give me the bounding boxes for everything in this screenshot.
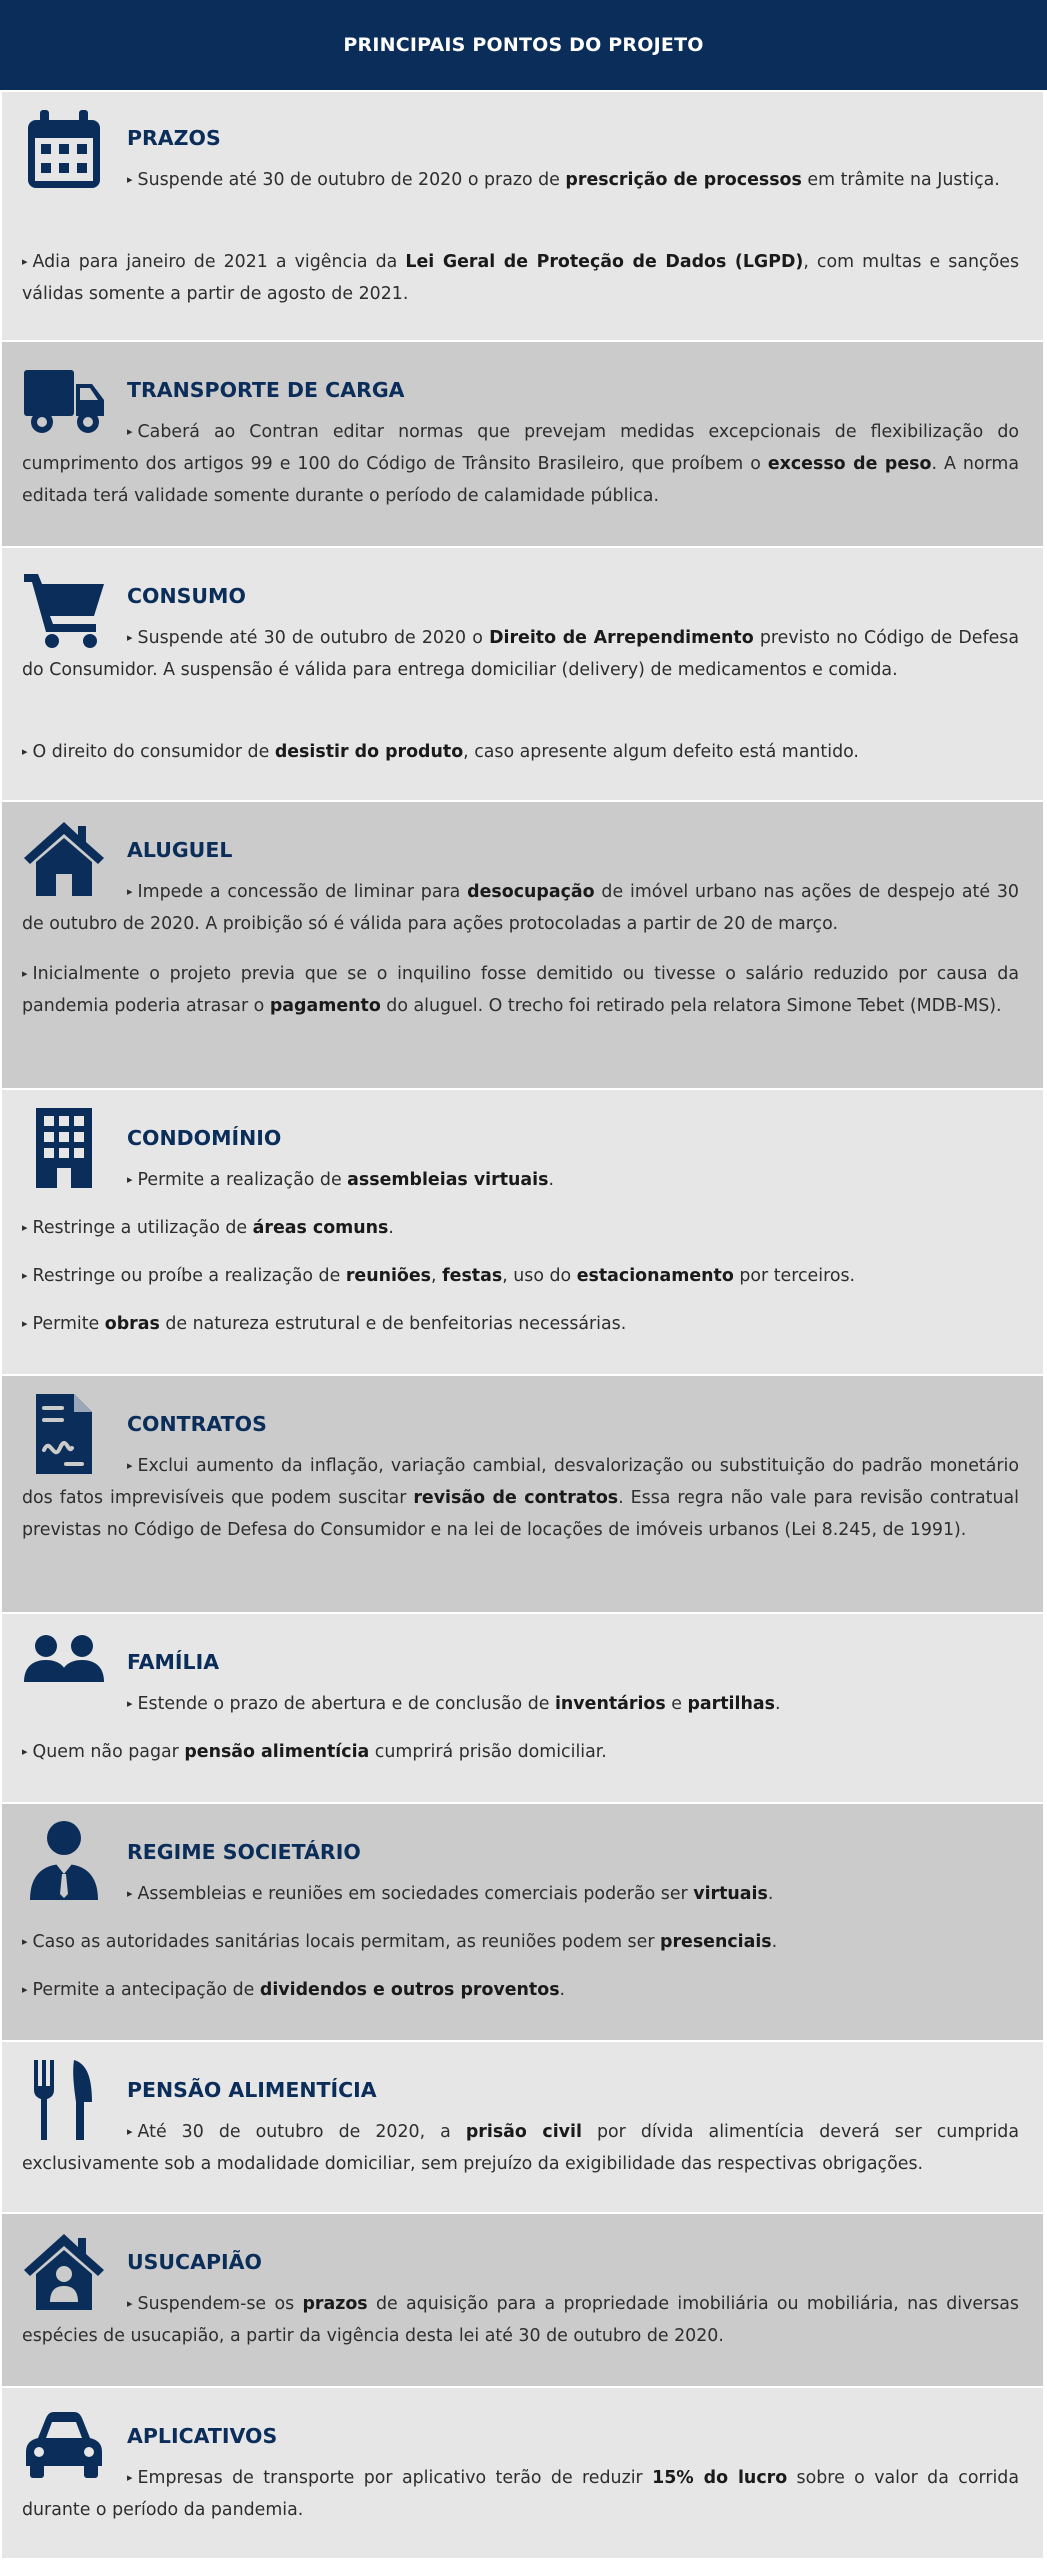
highlighted-term: dividendos e outros proventos [259, 1980, 560, 2000]
section-paragraph: ▸ Empresas de transporte por aplicativo terão de reduzir 15% do lucro sobre o valor da corrida durante o período da pandemia. [22, 2468, 1020, 2520]
section-paragraph: ▸ Estende o prazo de abertura e de conclusão de inventários e partilhas. [127, 1694, 781, 1714]
section-title: ALUGUEL [127, 838, 233, 862]
section-paragraph: ▸ Adia para janeiro de 2021 a vigência da Lei Geral de Proteção de Dados (LGPD), com multas e sanções válidas somente a partir de agosto de 2021. [22, 252, 1020, 304]
bullet-arrow-icon: ▸ [127, 885, 133, 898]
section-paragraph: ▸ O direito do consumidor de desistir do produto, caso apresente algum defeito está mantido. [22, 742, 859, 762]
section-condominio [2, 1090, 1043, 1374]
highlighted-term: desistir do produto [274, 742, 464, 762]
highlighted-term: assembleias virtuais [347, 1170, 549, 1190]
highlighted-term: prescrição de processos [565, 170, 802, 190]
section-paragraph: ▸ Assembleias e reuniões em sociedades comerciais poderão ser virtuais. [127, 1884, 774, 1904]
bullet-arrow-icon: ▸ [127, 1173, 133, 1186]
highlighted-term: reuniões [345, 1266, 432, 1286]
section-title: USUCAPIÃO [127, 2250, 262, 2274]
section-title: APLICATIVOS [127, 2424, 278, 2448]
highlighted-term: inventários [554, 1694, 666, 1714]
section-title: TRANSPORTE DE CARGA [127, 378, 405, 402]
bullet-arrow-icon: ▸ [22, 1935, 28, 1948]
section-familia [2, 1614, 1043, 1802]
section-paragraph: ▸ Até 30 de outubro de 2020, a prisão civil por dívida alimentícia deverá ser cumprida exclusivamente sob a modalidade domiciliar, sem prejuízo da exigibilidade das respectivas obrigações. [22, 2122, 1019, 2174]
section-title: PRAZOS [127, 126, 221, 150]
highlighted-term: pensão alimentícia [184, 1742, 370, 1762]
section-prazos [2, 92, 1043, 340]
highlighted-term: prisão civil [465, 2122, 582, 2142]
highlighted-term: Direito de Arrependimento [489, 628, 754, 648]
section-aplicativos [2, 2388, 1043, 2558]
bullet-arrow-icon: ▸ [22, 255, 28, 268]
bullet-arrow-icon: ▸ [127, 425, 133, 438]
section-usucapiao [2, 2214, 1043, 2386]
section-transporte [2, 342, 1043, 546]
highlighted-term: Lei Geral de Proteção de Dados (LGPD) [405, 252, 804, 272]
section-paragraph: ▸ Quem não pagar pensão alimentícia cumprirá prisão domiciliar. [22, 1742, 607, 1762]
highlighted-term: revisão de contratos [413, 1488, 619, 1508]
bullet-arrow-icon: ▸ [22, 1269, 28, 1282]
highlighted-term: partilhas [687, 1694, 775, 1714]
bullet-arrow-icon: ▸ [127, 1697, 133, 1710]
section-title: FAMÍLIA [127, 1650, 220, 1674]
bullet-arrow-icon: ▸ [22, 1317, 28, 1330]
bullet-arrow-icon: ▸ [127, 2297, 133, 2310]
highlighted-term: pagamento [269, 996, 381, 1016]
highlighted-term: virtuais [693, 1884, 768, 1904]
bullet-arrow-icon: ▸ [127, 1459, 133, 1472]
bullet-arrow-icon: ▸ [127, 631, 133, 644]
section-paragraph: ▸ Permite obras de natureza estrutural e de benfeitorias necessárias. [22, 1314, 627, 1334]
bullet-arrow-icon: ▸ [22, 1983, 28, 1996]
section-paragraph: ▸ Suspende até 30 de outubro de 2020 o prazo de prescrição de processos em trâmite na Justiça. [127, 170, 1000, 190]
bullet-arrow-icon: ▸ [22, 1745, 28, 1758]
section-paragraph: ▸ Suspendem-se os prazos de aquisição para a propriedade imobiliária ou mobiliária, nas diversas espécies de usucapião, a partir da vigência desta lei até 30 de outubro de 2020. [22, 2294, 1019, 2346]
bullet-arrow-icon: ▸ [127, 2471, 133, 2484]
highlighted-term: desocupação [467, 882, 595, 902]
section-paragraph: ▸ Suspende até 30 de outubro de 2020 o Direito de Arrependimento previsto no Código de Defesa do Consumidor. A suspensão é válida para entrega domiciliar (delivery) de medicamentos e comida. [22, 628, 1019, 680]
bullet-arrow-icon: ▸ [127, 2125, 133, 2138]
section-title: CONDOMÍNIO [127, 1126, 282, 1150]
bullet-arrow-icon: ▸ [22, 1221, 28, 1234]
section-paragraph: ▸ Restringe a utilização de áreas comuns. [22, 1218, 394, 1238]
bullet-arrow-icon: ▸ [22, 745, 28, 758]
section-aluguel [2, 802, 1043, 1088]
section-title: CONSUMO [127, 584, 246, 608]
section-contratos [2, 1376, 1043, 1612]
section-paragraph: ▸ Permite a realização de assembleias virtuais. [127, 1170, 554, 1190]
bullet-arrow-icon: ▸ [22, 967, 28, 980]
highlighted-term: 15% do lucro [652, 2468, 788, 2488]
section-paragraph: ▸ Caso as autoridades sanitárias locais permitam, as reuniões podem ser presenciais. [22, 1932, 778, 1952]
highlighted-term: áreas comuns [252, 1218, 389, 1238]
highlighted-term: estacionamento [576, 1266, 734, 1286]
bullet-arrow-icon: ▸ [127, 173, 133, 186]
bullet-arrow-icon: ▸ [127, 1887, 133, 1900]
header-title: PRINCIPAIS PONTOS DO PROJETO [343, 34, 704, 56]
section-paragraph: ▸ Impede a concessão de liminar para desocupação de imóvel urbano nas ações de despejo até 30 de outubro de 2020. A proibição só é válida para ações protocoladas a partir de 20 de março. [22, 882, 1019, 934]
section-paragraph: ▸ Inicialmente o projeto previa que se o inquilino fosse demitido ou tivesse o salário reduzido por causa da pandemia poderia atrasar o pagamento do aluguel. O trecho foi retirado pela relatora Simone Tebet (MDB-MS). [22, 964, 1019, 1016]
highlighted-term: presenciais [660, 1932, 772, 1952]
section-title: CONTRATOS [127, 1412, 267, 1436]
section-paragraph: ▸ Caberá ao Contran editar normas que prevejam medidas excepcionais de flexibilização do cumprimento dos artigos 99 e 100 do Código de Trânsito Brasileiro, que proíbem o excesso de peso. A norma editada terá validade somente durante o período de calamidade pública. [22, 422, 1019, 506]
section-paragraph: ▸ Exclui aumento da inflação, variação cambial, desvalorização ou substituição do padrão monetário dos fatos imprevisíveis que podem suscitar revisão de contratos. Essa regra não vale para revisão contratual previstas no Código de Defesa do Consumidor e na lei de locações de imóveis urbanos (Lei 8.245, de 1991). [22, 1456, 1019, 1540]
section-consumo [2, 548, 1043, 800]
section-regime [2, 1804, 1043, 2040]
section-title: REGIME SOCIETÁRIO [127, 1840, 361, 1864]
section-paragraph: ▸ Permite a antecipação de dividendos e outros proventos. [22, 1980, 566, 2000]
highlighted-term: prazos [302, 2294, 368, 2314]
highlighted-term: excesso de peso [767, 454, 932, 474]
page-header [0, 0, 1047, 90]
section-pensao [2, 2042, 1043, 2212]
highlighted-term: obras [104, 1314, 160, 1334]
highlighted-term: festas [442, 1266, 503, 1286]
section-title: PENSÃO ALIMENTÍCIA [127, 2078, 377, 2102]
section-paragraph: ▸ Restringe ou proíbe a realização de reuniões, festas, uso do estacionamento por terceiros. [22, 1266, 856, 1286]
